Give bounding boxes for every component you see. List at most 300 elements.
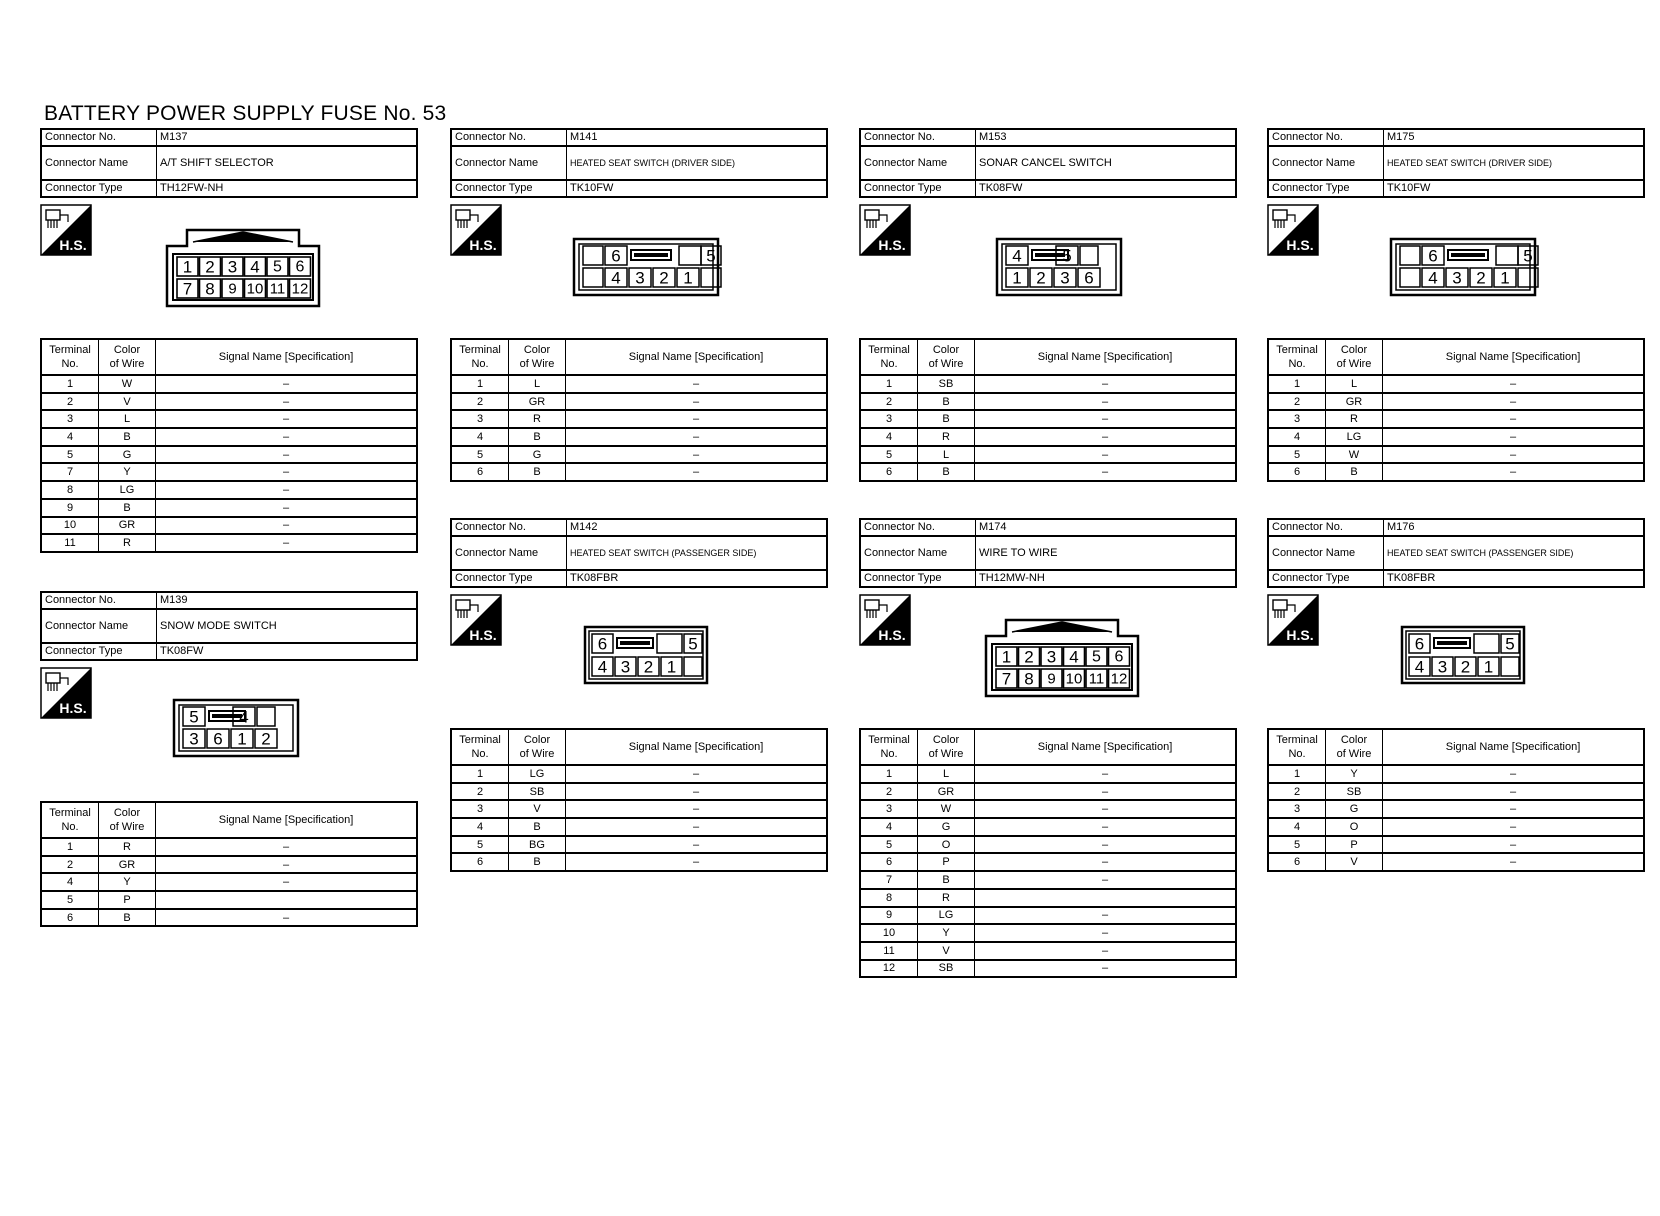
- wire-color-cell: LG: [99, 481, 156, 499]
- signal-name-cell: –: [975, 853, 1237, 871]
- hs-harness-side-icon: [40, 204, 92, 261]
- wire-color-cell: V: [918, 942, 975, 960]
- connector-info-table: [1267, 518, 1645, 588]
- connector-block-m137: [40, 128, 418, 553]
- signal-name-cell: –: [1383, 428, 1645, 446]
- table-row: [1268, 765, 1644, 783]
- terminal-number-cell: 5: [860, 836, 918, 854]
- table-row: [451, 853, 827, 871]
- terminal-number-cell: 6: [1268, 853, 1326, 871]
- connector-name-label: Connector Name: [860, 536, 976, 570]
- terminal-number-cell: 1: [451, 375, 509, 393]
- terminal-number-cell: 1: [860, 765, 918, 783]
- table-row: [1268, 836, 1644, 854]
- pin-number: 4: [250, 257, 260, 277]
- pin-cavity: [684, 657, 702, 676]
- connector-number-value: M142: [567, 519, 828, 536]
- signal-name-cell: –: [975, 871, 1237, 889]
- wire-color-cell: SB: [918, 375, 975, 393]
- wire-color-cell: O: [918, 836, 975, 854]
- signal-name-cell: –: [156, 375, 418, 393]
- table-row: [41, 856, 417, 874]
- pin-number: 1: [1483, 657, 1494, 677]
- signal-name-cell: –: [1383, 818, 1645, 836]
- table-row: [451, 410, 827, 428]
- connector-number-value: M141: [567, 129, 828, 146]
- signal-name-cell: –: [975, 463, 1237, 481]
- connector-name-value: HEATED SEAT SWITCH (DRIVER SIDE): [1384, 146, 1645, 180]
- pin-number: 6: [213, 729, 223, 749]
- table-row: [860, 836, 1236, 854]
- signal-name-cell: –: [975, 924, 1237, 942]
- terminal-number-cell: 2: [451, 393, 509, 411]
- terminal-number-cell: 8: [860, 889, 918, 907]
- pin-number: 4: [597, 657, 608, 677]
- terminal-header-line2: No.: [1288, 358, 1306, 370]
- signal-name-header: Signal Name [Specification]: [1383, 339, 1645, 375]
- hs-harness-side-icon: [1267, 204, 1319, 261]
- connector-block-m141: [450, 128, 828, 482]
- terminal-table: [1267, 338, 1645, 482]
- connector-number-value: M137: [157, 129, 418, 146]
- pin-number: 1: [666, 657, 677, 677]
- terminal-number-cell: 10: [41, 517, 99, 535]
- signal-name-header: Signal Name [Specification]: [1383, 729, 1645, 765]
- pin-number: 3: [1437, 657, 1448, 677]
- wire-color-cell: SB: [1326, 783, 1383, 801]
- terminal-number-cell: 2: [860, 783, 918, 801]
- connector-diagram-area: [450, 588, 828, 728]
- wire-color-header: [99, 802, 156, 838]
- terminal-number-cell: 3: [451, 410, 509, 428]
- signal-name-cell: –: [1383, 393, 1645, 411]
- table-row: [451, 393, 827, 411]
- color-header-line2: of Wire: [928, 748, 964, 760]
- pin-number: 1: [1500, 268, 1510, 288]
- signal-name-cell: –: [975, 375, 1237, 393]
- hs-badge-text: H.S.: [59, 700, 87, 716]
- pin-number: 8: [205, 279, 215, 299]
- color-header-line1: Color: [523, 734, 551, 746]
- terminal-number-cell: 2: [451, 783, 509, 801]
- pin-number: 10: [246, 280, 264, 298]
- connector-type-value: TK10FW: [1384, 180, 1645, 197]
- terminal-no-header: [1268, 729, 1326, 765]
- pin-cavity: [679, 246, 701, 265]
- wire-color-header: [918, 729, 975, 765]
- connector-number-value: M174: [976, 519, 1237, 536]
- signal-name-cell: –: [566, 800, 828, 818]
- pin-cavity: [1496, 246, 1518, 265]
- terminal-header-line2: No.: [1288, 748, 1306, 760]
- pin-number: 5: [1062, 246, 1072, 266]
- table-row: [41, 410, 417, 428]
- terminal-header-line1: Terminal: [1276, 734, 1318, 746]
- connector-name-value: SONAR CANCEL SWITCH: [976, 146, 1237, 180]
- terminal-table-header: [1268, 339, 1644, 375]
- wire-color-cell: B: [99, 909, 156, 927]
- pin-number: 5: [688, 634, 698, 654]
- pin-number: 1: [182, 257, 193, 277]
- pin-number: 3: [635, 268, 645, 288]
- terminal-number-cell: 3: [1268, 410, 1326, 428]
- terminal-table: [40, 801, 418, 927]
- terminal-number-cell: 2: [1268, 783, 1326, 801]
- connector-name-label: Connector Name: [451, 146, 567, 180]
- connector-latch-inner: [1451, 253, 1485, 257]
- pin-number: 3: [1060, 268, 1070, 288]
- wire-color-cell: P: [99, 891, 156, 909]
- table-row: [451, 463, 827, 481]
- wire-color-cell: R: [918, 889, 975, 907]
- signal-name-cell: –: [975, 818, 1237, 836]
- pin-number: 1: [1012, 268, 1022, 288]
- wire-color-cell: G: [509, 446, 566, 464]
- color-header-line2: of Wire: [1336, 748, 1372, 760]
- connector-number-label: Connector No.: [860, 519, 976, 536]
- wire-color-cell: L: [509, 375, 566, 393]
- connector-type-value: TH12MW-NH: [976, 570, 1237, 587]
- wire-color-cell: P: [918, 853, 975, 871]
- table-row: [451, 836, 827, 854]
- connector-latch-inner: [1035, 253, 1065, 257]
- table-row: [451, 765, 827, 783]
- pin-number: 2: [643, 657, 654, 677]
- hs-badge-text: H.S.: [59, 237, 87, 253]
- terminal-header-line2: No.: [471, 358, 489, 370]
- table-row: [41, 891, 417, 909]
- connector-info-table: [859, 128, 1237, 198]
- terminal-number-cell: 1: [41, 375, 99, 393]
- pin-number: 1: [1001, 647, 1012, 667]
- signal-name-cell: –: [566, 446, 828, 464]
- connector-info-table: [1267, 128, 1645, 198]
- signal-name-cell: –: [156, 909, 418, 927]
- pin-number: 7: [182, 279, 193, 299]
- connector-name-value: A/T SHIFT SELECTOR: [157, 146, 418, 180]
- terminal-number-cell: 5: [1268, 446, 1326, 464]
- pin-cavity: [583, 246, 603, 265]
- wire-color-cell: B: [509, 818, 566, 836]
- terminal-number-cell: 5: [860, 446, 918, 464]
- hs-harness-side-icon: [450, 204, 502, 261]
- pin-number: 12: [291, 280, 309, 298]
- table-row: [860, 853, 1236, 871]
- signal-name-cell: –: [156, 428, 418, 446]
- wire-color-cell: V: [99, 393, 156, 411]
- signal-name-cell: –: [975, 800, 1237, 818]
- table-row: [41, 463, 417, 481]
- wire-color-cell: Y: [99, 873, 156, 891]
- connector-type-value: TK08FW: [157, 643, 418, 660]
- connector-type-value: TK10FW: [567, 180, 828, 197]
- terminal-number-cell: 4: [860, 818, 918, 836]
- terminal-number-cell: 10: [860, 924, 918, 942]
- connector-name-label: Connector Name: [1268, 146, 1384, 180]
- table-row: [860, 818, 1236, 836]
- terminal-number-cell: 3: [860, 800, 918, 818]
- wire-color-cell: L: [918, 446, 975, 464]
- connector-name-label: Connector Name: [41, 146, 157, 180]
- wire-color-header: [918, 339, 975, 375]
- table-row: [860, 800, 1236, 818]
- wire-color-cell: B: [99, 428, 156, 446]
- pin-number: 11: [1088, 670, 1105, 688]
- connector-diagram-area: [1267, 198, 1645, 338]
- connector-block-m153: [859, 128, 1237, 482]
- hs-badge-text: H.S.: [1286, 237, 1314, 253]
- terminal-table-header: [860, 339, 1236, 375]
- wire-color-cell: BG: [509, 836, 566, 854]
- color-header-line2: of Wire: [1336, 358, 1372, 370]
- signal-name-cell: –: [1383, 375, 1645, 393]
- table-row: [41, 499, 417, 517]
- connector-type-value: TH12FW-NH: [157, 180, 418, 197]
- signal-name-header: Signal Name [Specification]: [156, 802, 418, 838]
- signal-name-cell: –: [975, 783, 1237, 801]
- pin-number: 1: [683, 268, 693, 288]
- connector-name-label: Connector Name: [451, 536, 567, 570]
- terminal-table-header: [451, 729, 827, 765]
- signal-name-cell: –: [566, 783, 828, 801]
- table-row: [41, 375, 417, 393]
- terminal-no-header: [1268, 339, 1326, 375]
- terminal-number-cell: 5: [451, 446, 509, 464]
- table-row: [451, 818, 827, 836]
- connector-type-label: Connector Type: [1268, 180, 1384, 197]
- color-header-line1: Color: [113, 344, 141, 356]
- connector-number-value: M153: [976, 129, 1237, 146]
- pin-number: 7: [1001, 669, 1012, 689]
- table-row: [451, 783, 827, 801]
- signal-name-cell: –: [156, 463, 418, 481]
- color-header-line1: Color: [1340, 344, 1368, 356]
- wire-color-cell: W: [1326, 446, 1383, 464]
- table-row: [41, 393, 417, 411]
- terminal-number-cell: 2: [1268, 393, 1326, 411]
- pin-number: 4: [1069, 647, 1079, 667]
- signal-name-cell: –: [156, 410, 418, 428]
- terminal-no-header: [41, 339, 99, 375]
- terminal-no-header: [860, 339, 918, 375]
- hs-badge-text: H.S.: [878, 627, 906, 643]
- connector-number-label: Connector No.: [41, 592, 157, 609]
- pin-number: 4: [1428, 268, 1438, 288]
- connector-face-diagram: [1390, 238, 1536, 296]
- wire-color-cell: B: [918, 871, 975, 889]
- pin-number: 2: [1476, 268, 1486, 288]
- signal-name-cell: –: [975, 836, 1237, 854]
- signal-name-cell: –: [975, 942, 1237, 960]
- connector-face-diagram: [573, 238, 719, 296]
- terminal-table-header: [860, 729, 1236, 765]
- terminal-header-line2: No.: [471, 748, 489, 760]
- terminal-table: [1267, 728, 1645, 872]
- color-header-line2: of Wire: [519, 748, 555, 760]
- terminal-number-cell: 1: [1268, 765, 1326, 783]
- color-header-line2: of Wire: [109, 358, 145, 370]
- terminal-number-cell: 12: [860, 960, 918, 978]
- hs-harness-side-icon: [1267, 594, 1319, 651]
- signal-name-header: Signal Name [Specification]: [975, 729, 1237, 765]
- connector-diagram-area: [40, 661, 418, 801]
- pin-number: 3: [227, 257, 238, 277]
- terminal-number-cell: 6: [451, 853, 509, 871]
- pin-cavity: [657, 634, 682, 653]
- table-row: [860, 783, 1236, 801]
- signal-name-cell: –: [1383, 446, 1645, 464]
- terminal-table-header: [1268, 729, 1644, 765]
- connector-face-diagram: [584, 626, 708, 684]
- wire-color-cell: L: [99, 410, 156, 428]
- hs-badge-text: H.S.: [878, 237, 906, 253]
- connector-face-diagram: [1401, 626, 1525, 684]
- signal-name-cell: –: [1383, 410, 1645, 428]
- connector-block-m139: [40, 591, 418, 927]
- connector-type-value: TK08FBR: [1384, 570, 1645, 587]
- table-row: [860, 428, 1236, 446]
- connector-name-value: HEATED SEAT SWITCH (PASSENGER SIDE): [1384, 536, 1645, 570]
- wire-color-cell: Y: [1326, 765, 1383, 783]
- color-header-line1: Color: [932, 734, 960, 746]
- wire-color-cell: G: [99, 446, 156, 464]
- table-row: [1268, 393, 1644, 411]
- table-row: [41, 909, 417, 927]
- connector-number-label: Connector No.: [451, 519, 567, 536]
- table-row: [860, 375, 1236, 393]
- pin-number: 6: [1084, 268, 1094, 288]
- signal-name-header: Signal Name [Specification]: [566, 339, 828, 375]
- terminal-table-header: [41, 339, 417, 375]
- pin-number: 6: [1114, 648, 1124, 666]
- table-row: [1268, 800, 1644, 818]
- wire-color-cell: L: [1326, 375, 1383, 393]
- wire-color-cell: B: [1326, 463, 1383, 481]
- table-row: [41, 517, 417, 535]
- pin-number: 5: [706, 246, 716, 266]
- pin-number: 2: [1460, 657, 1471, 677]
- signal-name-cell: –: [156, 838, 418, 856]
- wire-color-cell: B: [99, 499, 156, 517]
- wire-color-cell: B: [918, 393, 975, 411]
- pin-cavity: [1400, 268, 1420, 287]
- table-row: [860, 446, 1236, 464]
- connector-type-label: Connector Type: [860, 180, 976, 197]
- wire-color-cell: V: [509, 800, 566, 818]
- connector-type-value: TK08FBR: [567, 570, 828, 587]
- terminal-number-cell: 6: [41, 909, 99, 927]
- terminal-number-cell: 11: [41, 534, 99, 552]
- connector-block-m176: [1267, 518, 1645, 872]
- pin-number: 2: [205, 257, 215, 277]
- connector-type-label: Connector Type: [41, 180, 157, 197]
- connector-latch-inner: [212, 714, 242, 718]
- connector-diagram-area: [859, 588, 1237, 728]
- pin-number: 5: [1523, 246, 1533, 266]
- signal-name-cell: [156, 891, 418, 909]
- terminal-header-line1: Terminal: [868, 344, 910, 356]
- connector-info-table: [40, 591, 418, 661]
- connector-type-label: Connector Type: [451, 180, 567, 197]
- connector-diagram-area: [1267, 588, 1645, 728]
- signal-name-header: Signal Name [Specification]: [156, 339, 418, 375]
- connector-type-label: Connector Type: [41, 643, 157, 660]
- connector-name-label: Connector Name: [860, 146, 976, 180]
- connector-diagram-area: [40, 198, 418, 338]
- signal-name-cell: –: [566, 463, 828, 481]
- connector-latch-inner: [620, 641, 650, 645]
- signal-name-cell: –: [1383, 853, 1645, 871]
- pin-number: 3: [1046, 647, 1057, 667]
- color-header-line1: Color: [932, 344, 960, 356]
- terminal-number-cell: 2: [41, 856, 99, 874]
- terminal-table: [450, 338, 828, 482]
- table-row: [860, 942, 1236, 960]
- pin-cavity: [257, 707, 275, 726]
- terminal-number-cell: 9: [860, 907, 918, 925]
- hs-harness-side-icon: [859, 594, 911, 651]
- terminal-number-cell: 4: [451, 818, 509, 836]
- terminal-header-line2: No.: [880, 358, 898, 370]
- table-row: [41, 428, 417, 446]
- terminal-number-cell: 3: [41, 410, 99, 428]
- connector-number-label: Connector No.: [1268, 519, 1384, 536]
- wire-color-cell: SB: [509, 783, 566, 801]
- pin-number: 2: [261, 729, 271, 749]
- terminal-number-cell: 7: [41, 463, 99, 481]
- wire-color-cell: P: [1326, 836, 1383, 854]
- wire-color-cell: LG: [1326, 428, 1383, 446]
- table-row: [451, 800, 827, 818]
- connector-number-label: Connector No.: [1268, 129, 1384, 146]
- connector-type-label: Connector Type: [860, 570, 976, 587]
- table-row: [1268, 463, 1644, 481]
- connector-info-table: [859, 518, 1237, 588]
- color-header-line1: Color: [523, 344, 551, 356]
- pin-cavity: [583, 268, 603, 287]
- wire-color-header: [509, 729, 566, 765]
- terminal-table-header: [41, 802, 417, 838]
- wire-color-cell: W: [99, 375, 156, 393]
- wire-color-cell: O: [1326, 818, 1383, 836]
- signal-name-cell: –: [156, 481, 418, 499]
- pin-number: 9: [228, 280, 237, 298]
- connector-latch-inner: [1437, 641, 1467, 645]
- connector-face-diagram: [984, 618, 1140, 698]
- terminal-table: [40, 338, 418, 553]
- pin-number: 2: [659, 268, 669, 288]
- signal-name-cell: –: [975, 410, 1237, 428]
- color-header-line2: of Wire: [928, 358, 964, 370]
- signal-name-cell: –: [566, 836, 828, 854]
- terminal-no-header: [451, 729, 509, 765]
- pin-number: 4: [611, 268, 621, 288]
- connector-face-diagram: [996, 238, 1122, 296]
- table-row: [860, 871, 1236, 889]
- terminal-header-line1: Terminal: [49, 344, 91, 356]
- pin-number: 3: [189, 729, 199, 749]
- connector-block-m142: [450, 518, 828, 872]
- wire-color-cell: R: [918, 428, 975, 446]
- table-row: [860, 907, 1236, 925]
- terminal-number-cell: 2: [41, 393, 99, 411]
- terminal-number-cell: 6: [860, 853, 918, 871]
- table-row: [451, 375, 827, 393]
- terminal-number-cell: 3: [1268, 800, 1326, 818]
- pin-number: 6: [1414, 634, 1425, 654]
- connector-latch-inner: [634, 253, 668, 257]
- wire-color-cell: V: [1326, 853, 1383, 871]
